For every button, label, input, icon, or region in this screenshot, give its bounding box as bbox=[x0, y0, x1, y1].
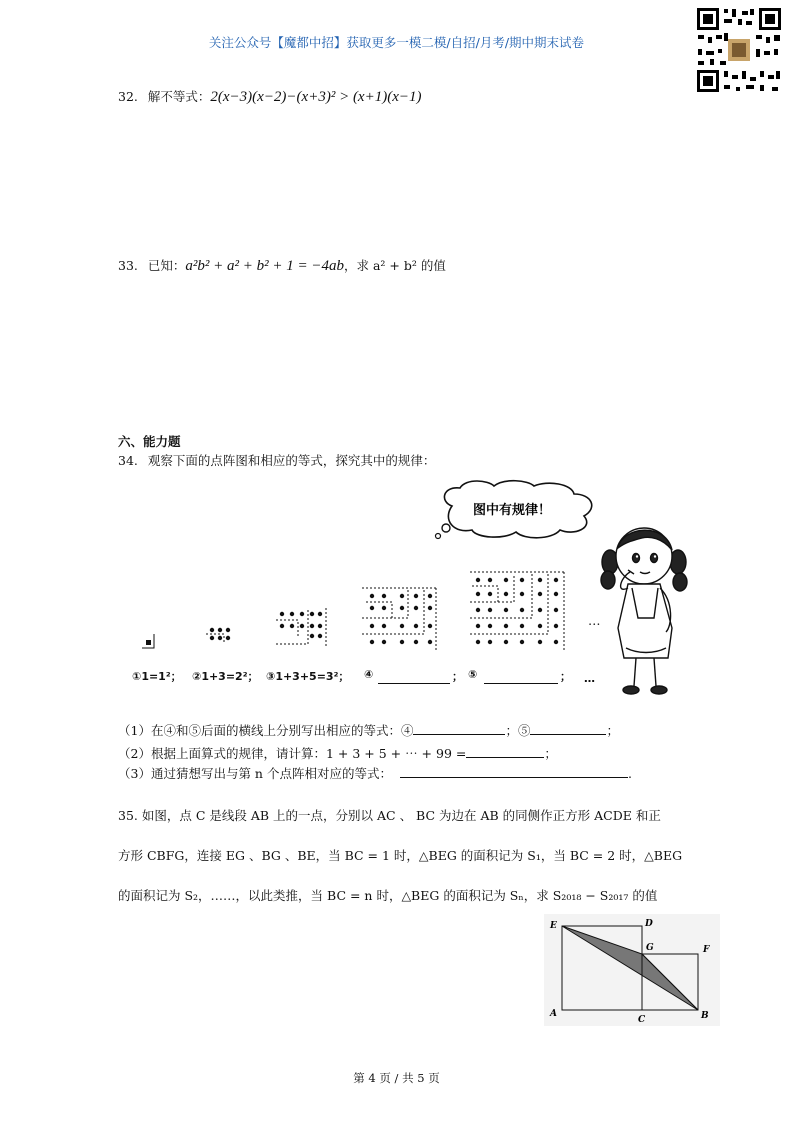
sub2-end: ； bbox=[544, 746, 557, 761]
given-equation: a²b² + a² + b² + 1 = −4ab bbox=[185, 258, 344, 274]
q34-sub2 bbox=[118, 745, 557, 763]
answer-blank-nth[interactable] bbox=[400, 765, 628, 778]
question-prompt: 解不等式： bbox=[147, 89, 211, 104]
answer-blank-5[interactable] bbox=[530, 722, 606, 735]
dot-figure-3 bbox=[276, 608, 326, 648]
label-B: B bbox=[701, 1011, 709, 1021]
sub1-end: ； bbox=[606, 723, 619, 738]
caption-5-sep: ； bbox=[560, 670, 571, 683]
girl-illustration bbox=[598, 508, 690, 708]
inequality-expression: 2(x−3)(x−2)−(x+3)² > (x+1)(x−1) bbox=[210, 89, 422, 105]
dot-figure-4 bbox=[362, 588, 436, 650]
q34-sub3 bbox=[118, 765, 632, 783]
caption-3: ③1+3+5=3²； bbox=[266, 670, 350, 683]
q35-line-3: 的面积记为 S₂，……，以此类推，当 BC = n 时，△BEG 的面积记为 Sₙ，求 S₂₀₁₈ − S₂₀₁₇ 的值 bbox=[118, 888, 658, 903]
sub3-prompt: （3）通过猜想写出与第 n 个点阵相对应的等式： bbox=[118, 766, 392, 781]
dot-figure-5 bbox=[470, 572, 564, 650]
question-number: 35. bbox=[118, 808, 138, 823]
caption-5-blank bbox=[484, 683, 558, 684]
answer-blank-4[interactable] bbox=[413, 722, 505, 735]
question-number: 32. bbox=[118, 89, 138, 104]
question-34-stem bbox=[118, 452, 435, 470]
q34-sub1 bbox=[118, 722, 619, 740]
label-A: A bbox=[550, 1009, 557, 1019]
sub3-end: . bbox=[627, 766, 632, 781]
caption-4-blank bbox=[378, 683, 450, 684]
q35-line-1 bbox=[118, 796, 718, 836]
sub2-prompt: （2）根据上面算式的规律，请计算：1 + 3 + 5 + ⋯ + 99 = bbox=[118, 746, 467, 761]
question-32 bbox=[118, 88, 421, 106]
dot-figure-1 bbox=[142, 634, 154, 648]
pattern-ellipsis-top: … bbox=[588, 613, 601, 628]
q35-text-1: 如图，点 C 是线段 AB 上的一点，分别以 AC 、 BC 为边在 AB 的同侧作正方形 ACDE 和正 bbox=[141, 808, 661, 823]
qr-code bbox=[694, 5, 784, 95]
caption-2: ②1+3=2²； bbox=[192, 670, 259, 683]
caption-4-sep: ； bbox=[452, 670, 463, 683]
caption-1: ①1=1²； bbox=[132, 670, 182, 683]
question-prompt: 已知： bbox=[147, 258, 186, 273]
question-number: 33. bbox=[118, 258, 138, 273]
geometry-figure bbox=[544, 914, 720, 1026]
question-prompt: 观察下面的点阵图和相应的等式，探究其中的规律： bbox=[147, 453, 436, 468]
sub1-mid: ；⑤ bbox=[505, 723, 531, 738]
dot-figure-2 bbox=[206, 628, 230, 644]
label-G: G bbox=[646, 943, 654, 953]
section-title: 六、能力题 bbox=[118, 434, 181, 449]
header-banner: 关注公众号【魔都中招】获取更多一模二模/自招/月考/期中期末试卷 bbox=[208, 35, 585, 50]
label-F: F bbox=[703, 945, 710, 955]
caption-5: ⑤ bbox=[468, 668, 478, 681]
page-footer: 第 4 页 / 共 5 页 bbox=[353, 1071, 440, 1085]
question-35 bbox=[118, 796, 718, 916]
label-D: D bbox=[645, 919, 653, 929]
caption-4: ④ bbox=[364, 668, 374, 681]
dot-patterns bbox=[140, 560, 600, 660]
label-C: C bbox=[638, 1015, 646, 1025]
answer-blank-sum[interactable] bbox=[466, 745, 544, 758]
label-E: E bbox=[550, 921, 557, 931]
question-number: 34. bbox=[118, 453, 138, 468]
bubble-text: 图中有规律！ bbox=[472, 503, 552, 518]
question-33 bbox=[118, 257, 446, 275]
speech-bubble bbox=[432, 478, 602, 544]
sub1-prompt: （1）在④和⑤后面的横线上分别写出相应的等式：④ bbox=[118, 723, 414, 738]
caption-ellipsis: … bbox=[584, 672, 595, 685]
question-ask: ，求 a² + b² 的值 bbox=[344, 258, 446, 273]
q35-line-2: 方形 CBFG，连接 EG 、BG 、BE，当 BC = 1 时，△BEG 的面积记为 S₁，当 BC = 2 时，△BEG bbox=[118, 848, 683, 863]
